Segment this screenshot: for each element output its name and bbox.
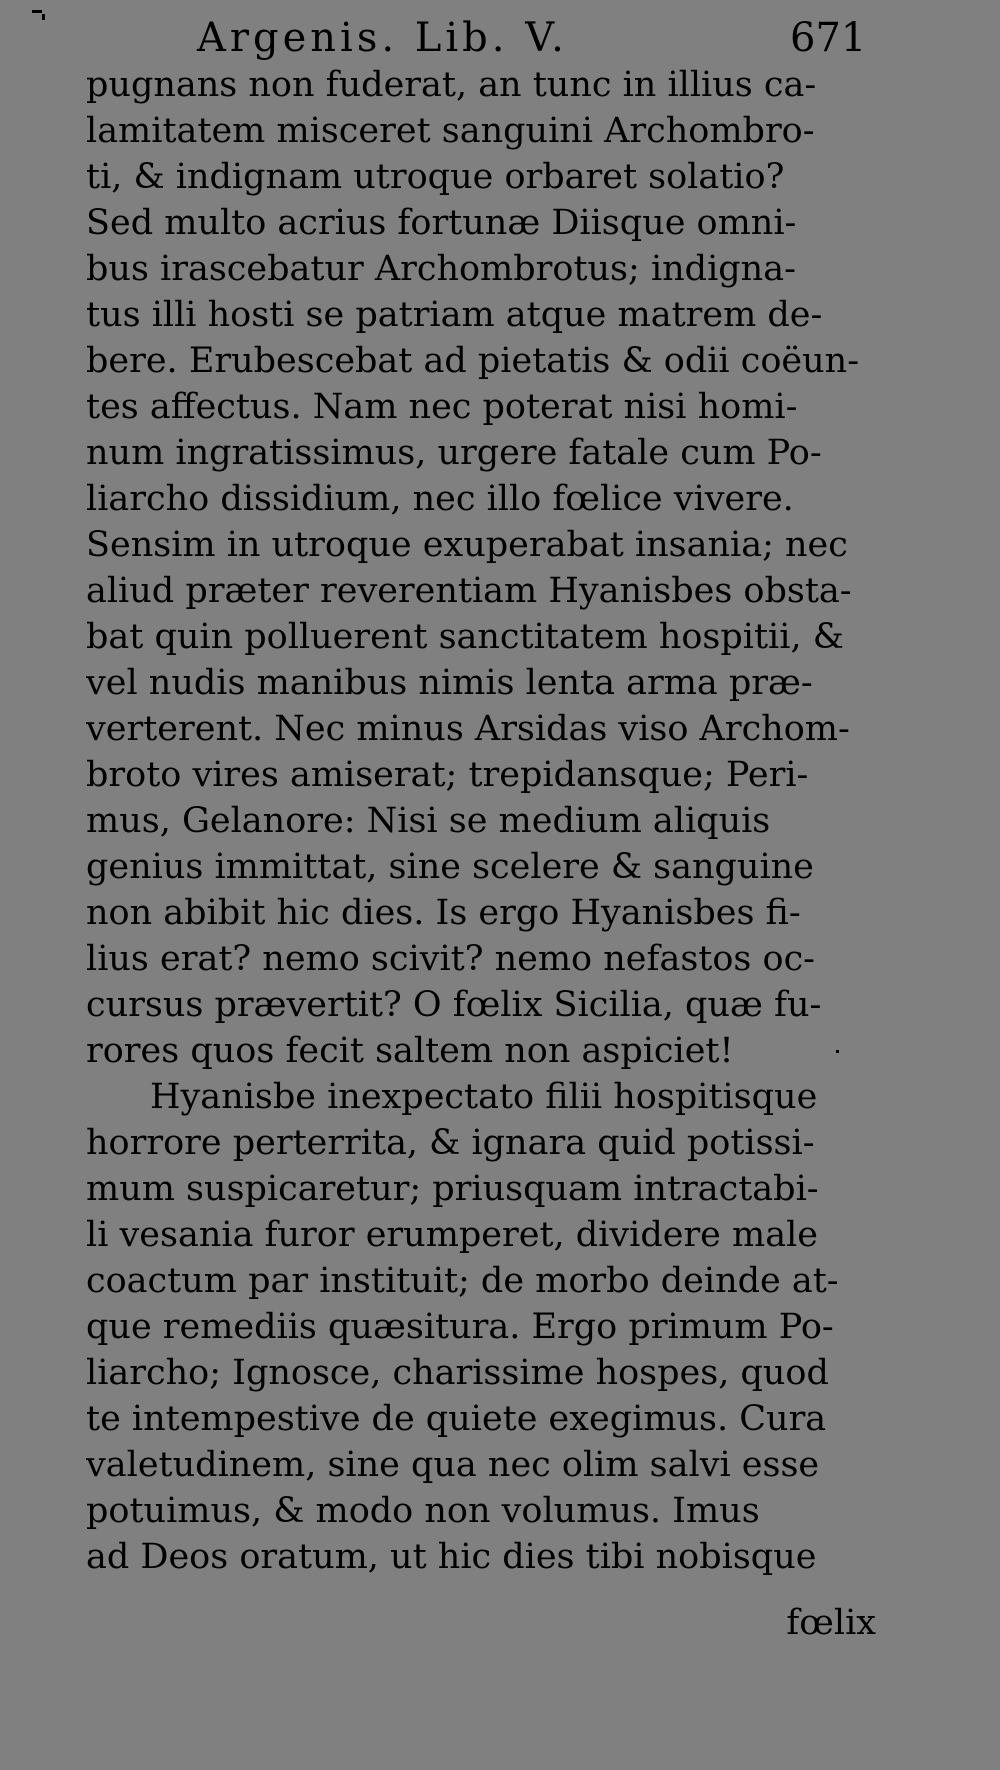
text-line: bus irascebatur Archombrotus; indigna- xyxy=(86,249,796,289)
catchword: fœlix xyxy=(786,1603,876,1643)
text-line: mum suspicaretur; priusquam intractabi- xyxy=(86,1169,819,1209)
text-line: tus illi hosti se patriam atque matrem de- xyxy=(86,295,823,335)
body-text xyxy=(86,62,876,1580)
running-title: Argenis. Lib. V. xyxy=(197,15,568,61)
text-line: non abibit hic dies. Is ergo Hyanisbes fi- xyxy=(86,893,801,933)
text-line: rores quos fecit saltem non aspiciet! xyxy=(86,1031,734,1071)
text-line: ad Deos oratum, ut hic dies tibi nobisque xyxy=(86,1537,817,1577)
text-line: bat quin polluerent sanctitatem hospitii, & xyxy=(86,617,844,657)
text-line: bere. Erubescebat ad pietatis & odii coëun- xyxy=(86,341,860,381)
page-header xyxy=(0,14,1000,62)
page-number: 671 xyxy=(790,15,867,61)
text-line: que remediis quæsitura. Ergo primum Po- xyxy=(86,1307,834,1347)
text-line: Sed multo acrius fortunæ Diisque omni- xyxy=(86,203,797,243)
text-line: num ingratissimus, urgere fatale cum Po- xyxy=(86,433,822,473)
text-line: liarcho; Ignosce, charissime hospes, quod xyxy=(86,1353,829,1393)
text-line: genius immittat, sine scelere & sanguine xyxy=(86,847,814,887)
text-line: coactum par instituit; de morbo deinde at- xyxy=(86,1261,839,1301)
text-line: tes affectus. Nam nec poterat nisi homi- xyxy=(86,387,798,427)
print-speck xyxy=(32,10,42,13)
text-line: potuimus, & modo non volumus. Imus xyxy=(86,1491,760,1531)
text-line: pugnans non fuderat, an tunc in illius ca- xyxy=(86,65,817,105)
text-line: liarcho dissidium, nec illo fœlice vivere. xyxy=(86,479,794,519)
text-line: horrore perterrita, & ignara quid potissi- xyxy=(86,1123,815,1163)
text-line: lamitatem misceret sanguini Archombro- xyxy=(86,111,815,151)
text-line: li vesania furor erumperet, dividere male xyxy=(86,1215,818,1255)
print-speck xyxy=(42,14,45,20)
text-line: vel nudis manibus nimis lenta arma præ- xyxy=(86,663,813,703)
text-line: ti, & indignam utroque orbaret solatio? xyxy=(86,157,785,197)
text-line: lius erat? nemo scivit? nemo nefastos oc- xyxy=(86,939,816,979)
text-line: cursus prævertit? O fœlix Sicilia, quæ fu- xyxy=(86,985,822,1025)
text-line: aliud præter reverentiam Hyanisbes obsta- xyxy=(86,571,852,611)
paragraph-start-line: Hyanisbe inexpectato filii hospitisque xyxy=(150,1077,818,1117)
text-line: mus, Gelanore: Nisi se medium aliquis xyxy=(86,801,771,841)
text-line: te intempestive de quiete exegimus. Cura xyxy=(86,1399,827,1439)
print-speck xyxy=(836,1050,839,1053)
text-line: Sensim in utroque exuperabat insania; nec xyxy=(86,525,848,565)
text-line: verterent. Nec minus Arsidas viso Archom- xyxy=(86,709,850,749)
text-line: broto vires amiserat; trepidansque; Peri- xyxy=(86,755,809,795)
text-line: valetudinem, sine qua nec olim salvi esse xyxy=(86,1445,820,1485)
